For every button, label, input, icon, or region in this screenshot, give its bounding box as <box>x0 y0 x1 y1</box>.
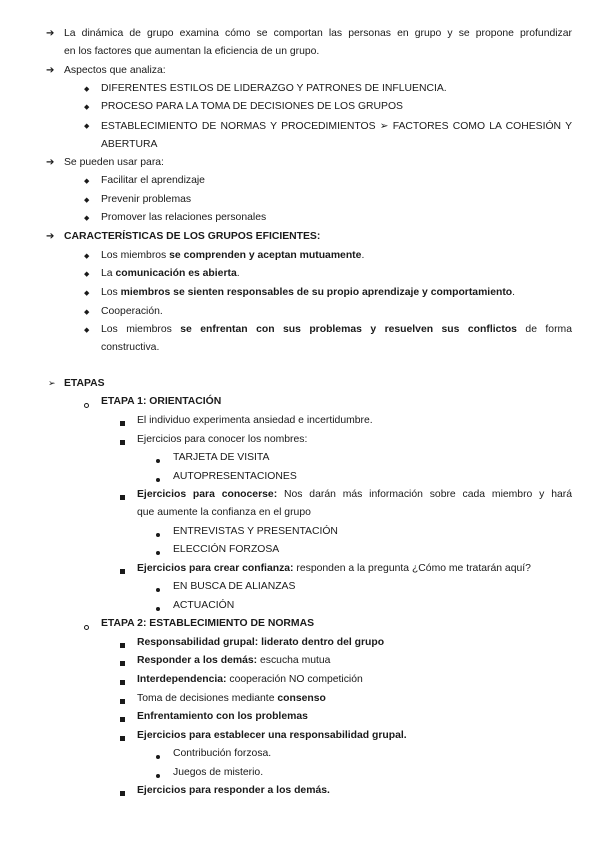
stage2-item-text: cooperación NO competición <box>226 674 363 685</box>
square-bullet-icon <box>120 492 125 503</box>
diamond-bullet-icon: ◆ <box>84 178 90 185</box>
characteristic-text: Los <box>101 287 121 298</box>
use-item: Prevenir problemas <box>101 194 192 205</box>
stage1-item <box>137 563 531 574</box>
stage1-item: El individuo experimenta ansiedad e incertidumbre. <box>137 415 373 426</box>
aspects-label: Aspectos que analiza: <box>64 65 166 76</box>
diamond-bullet-icon: ◆ <box>84 327 90 334</box>
arrow-bullet-icon: ➔ <box>46 231 55 242</box>
square-bullet-icon <box>120 658 125 669</box>
arrow-bullet-icon: ➔ <box>46 65 55 76</box>
stage2-item <box>137 674 363 685</box>
characteristic-item <box>101 324 572 335</box>
stage2-subitem: Contribución forzosa. <box>173 748 272 759</box>
stage1-subitem: ELECCIÓN FORZOSA <box>173 544 280 555</box>
characteristic-item: Cooperación. <box>101 306 163 317</box>
dot-bullet-icon <box>156 770 160 781</box>
stage2-subitem: Juegos de misterio. <box>173 767 264 778</box>
square-bullet-icon <box>120 696 125 707</box>
stage1-item <box>137 489 572 500</box>
use-item: Facilitar el aprendizaje <box>101 175 205 186</box>
characteristic-emphasis: comunicación es abierta <box>115 268 237 279</box>
uses-label: Se pueden usar para: <box>64 157 164 168</box>
dot-bullet-icon <box>156 529 160 540</box>
diamond-bullet-icon: ◆ <box>84 104 90 111</box>
stage1-subitem: ENTREVISTAS Y PRESENTACIÓN <box>173 526 338 537</box>
aspect-item-continuation: ABERTURA <box>101 139 158 150</box>
diamond-bullet-icon: ◆ <box>84 123 90 130</box>
characteristic-text: . <box>236 268 240 279</box>
characteristic-item <box>101 250 364 261</box>
stage2-item <box>137 693 326 704</box>
stage1-item-emphasis: Ejercicios para crear confianza: <box>137 563 294 574</box>
arrowhead-bullet-icon: ➢ <box>48 378 56 388</box>
stage2-item: Enfrentamiento con los problemas <box>137 711 308 722</box>
stage2-title: ETAPA 2: ESTABLECIMIENTO DE NORMAS <box>101 618 315 629</box>
stage1-subitem: TARJETA DE VISITA <box>173 452 270 463</box>
stage1-item-continuation: que aumente la confianza en el grupo <box>137 507 311 518</box>
dot-bullet-icon <box>156 455 160 466</box>
aspect-item: PROCESO PARA LA TOMA DE DECISIONES DE LOS GRUPOS <box>101 101 403 112</box>
stage2-item: Responsabilidad grupal: liderato dentro del grupo <box>137 637 385 648</box>
square-bullet-icon <box>120 714 125 725</box>
characteristic-item <box>101 268 240 279</box>
stage1-item: Ejercicios para conocer los nombres: <box>137 434 308 445</box>
diamond-bullet-icon: ◆ <box>84 290 90 297</box>
square-bullet-icon <box>120 566 125 577</box>
dot-bullet-icon <box>156 584 160 595</box>
square-bullet-icon <box>120 677 125 688</box>
dot-bullet-icon <box>156 474 160 485</box>
diamond-bullet-icon: ◆ <box>84 197 90 204</box>
stages-heading: ETAPAS <box>64 378 105 389</box>
hollow-circle-bullet-icon <box>84 400 89 411</box>
arrow-bullet-icon: ➔ <box>46 157 55 168</box>
stage1-item-emphasis: Ejercicios para conocerse: <box>137 489 278 500</box>
stage2-item-text: escucha mutua <box>257 655 331 666</box>
aspect-item: DIFERENTES ESTILOS DE LIDERAZGO Y PATRONES DE INFLUENCIA. <box>101 83 447 94</box>
square-bullet-icon <box>120 733 125 744</box>
characteristic-text: . <box>361 250 365 261</box>
characteristic-item-continuation: constructiva. <box>101 342 160 353</box>
characteristic-item <box>101 287 515 298</box>
diamond-bullet-icon: ◆ <box>84 253 90 260</box>
stage2-item-emphasis: Responder a los demás: <box>137 655 258 666</box>
characteristic-text: Los miembros <box>101 250 170 261</box>
characteristic-emphasis: miembros se sienten responsables de su propio aprendizaje y comportamiento <box>120 287 513 298</box>
characteristic-text: Los miembros <box>101 324 181 335</box>
stage1-subitem: AUTOPRESENTACIONES <box>173 471 297 482</box>
diamond-bullet-icon: ◆ <box>84 271 90 278</box>
arrow-bullet-icon: ➔ <box>46 28 55 39</box>
dot-bullet-icon <box>156 603 160 614</box>
stage1-title: ETAPA 1: ORIENTACIÓN <box>101 396 222 407</box>
square-bullet-icon <box>120 640 125 651</box>
stage1-item-text: Nos darán más información sobre cada miembro y hará <box>277 489 572 500</box>
characteristic-emphasis: se enfrentan con sus problemas y resuelven sus conflictos <box>180 324 517 335</box>
stage2-item-emphasis: Interdependencia: <box>137 674 227 685</box>
diamond-bullet-icon: ◆ <box>84 86 90 93</box>
characteristic-text: La <box>101 268 116 279</box>
stage1-item-text: responden a la pregunta ¿Cómo me tratarán aquí? <box>293 563 531 574</box>
use-item: Promover las relaciones personales <box>101 212 267 223</box>
stage1-subitem: ACTUACIÓN <box>173 600 235 611</box>
aspect-item: ESTABLECIMIENTO DE NORMAS Y PROCEDIMIENTOS ➢ FACTORES COMO LA COHESIÓN Y <box>101 121 572 132</box>
square-bullet-icon <box>120 418 125 429</box>
stage2-item-emphasis: consenso <box>277 693 326 704</box>
intro-paragraph-line2: en los factores que aumentan la eficiencia de un grupo. <box>64 46 320 57</box>
stage2-item: Ejercicios para responder a los demás. <box>137 785 330 796</box>
stage2-item-text: Toma de decisiones mediante <box>137 693 278 704</box>
characteristics-heading: CARACTERÍSTICAS DE LOS GRUPOS EFICIENTES: <box>64 231 321 242</box>
stage2-item <box>137 655 330 666</box>
square-bullet-icon <box>120 437 125 448</box>
hollow-circle-bullet-icon <box>84 622 89 633</box>
diamond-bullet-icon: ◆ <box>84 309 90 316</box>
diamond-bullet-icon: ◆ <box>84 215 90 222</box>
characteristic-emphasis: se comprenden y aceptan mutuamente <box>169 250 362 261</box>
characteristic-text: de forma <box>516 324 572 335</box>
dot-bullet-icon <box>156 547 160 558</box>
square-bullet-icon <box>120 788 125 799</box>
characteristic-text: . <box>512 287 516 298</box>
dot-bullet-icon <box>156 751 160 762</box>
stage2-item: Ejercicios para establecer una responsabilidad grupal. <box>137 730 407 741</box>
intro-paragraph-line1: La dinámica de grupo examina cómo se comportan las personas en grupo y se propone profundizar <box>64 28 572 39</box>
stage1-subitem: EN BUSCA DE ALIANZAS <box>173 581 296 592</box>
